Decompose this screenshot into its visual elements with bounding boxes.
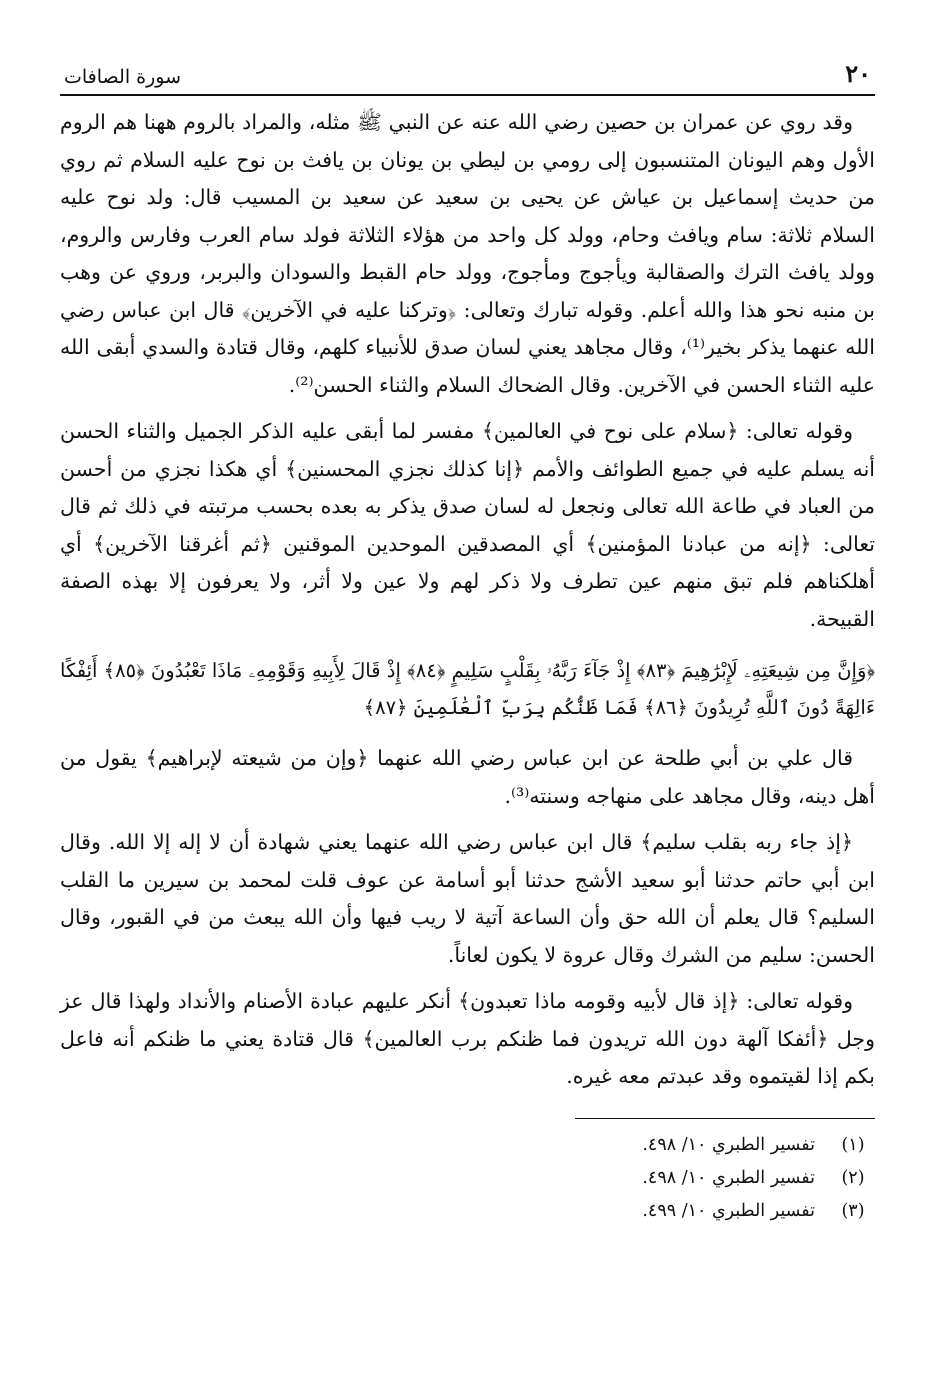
paragraph-4: ﴿إذ جاء ربه بقلب سليم﴾ قال ابن عباس رضي الله عنهما يعني شهادة أن لا إله إلا الله. وقال ابن أبي حاتم حدثنا أبو سعيد الأشج حدثنا أبو أسامة عن عوف قلت لمحمد بن سيرين ما القلب السليم؟ قال يعلم أن الله حق وأن الساعة آتية لا ريب فيها وأن الله يبعث من في القبور، وقال الحسن: سليم من الشرك وقال عروة لا يكون لعاناً.: [60, 830, 875, 967]
quran-verse-block: ﴿وَإِنَّ مِن شِيعَتِهِۦ لَإِبْرَٰهِيمَ ﴿٨٣﴾ إِذْ جَآءَ رَبَّهُۥ بِقَلْبٍ سَلِيمٍ ﴿٨٤﴾ إِذْ قَالَ لِأَبِيهِ وَقَوْمِهِۦ مَاذَا تَعْبُدُونَ ﴿٨٥﴾ أَئِفْكًا ءَالِهَةً دُونَ ٱللَّهِ تُرِيدُونَ ﴿٨٦﴾ فَمَا ظَنُّكُم بِرَبِّ ٱلْعَٰلَمِينَ ﴿٨٧﴾: [60, 659, 875, 719]
body-text: [60, 104, 875, 1096]
footnote-divider: [575, 1118, 875, 1119]
footnote-number: (١): [841, 1134, 865, 1155]
paragraph-3: قال علي بن أبي طلحة عن ابن عباس رضي الله عنهما ﴿وإن من شيعته لإبراهيم﴾ يقول من أهل دينه، وقال مجاهد على منهاجه وسنته⁽³⁾.: [60, 746, 875, 808]
page-header: [60, 58, 875, 96]
footnote-text: تفسير الطبري ١٠/ ٤٩٨.: [642, 1134, 815, 1155]
footnote-item: [60, 1129, 875, 1162]
paragraph-5: وقوله تعالى: ﴿إذ قال لأبيه وقومه ماذا تعبدون﴾ أنكر عليهم عبادة الأصنام والأنداد ولهذا قال عز وجل ﴿أئفكا آلهة دون الله تريدون فما ظنكم برب العالمين﴾ قال قتادة يعني ما ظنكم أنه فاعل بكم إذا لقيتموه وقد عبدتم معه غيره.: [60, 989, 875, 1088]
footnote-text: تفسير الطبري ١٠/ ٤٩٨.: [642, 1167, 815, 1188]
footnote-text: تفسير الطبري ١٠/ ٤٩٩.: [642, 1200, 815, 1221]
paragraph-2: وقوله تعالى: ﴿سلام على نوح في العالمين﴾ مفسر لما أبقى عليه الذكر الجميل والثناء الحسن أنه يسلم عليه في جميع الطوائف والأمم ﴿إنا كذلك نجزي المحسنين﴾ أي هكذا نجزي من أحسن من العباد في طاعة الله تعالى ونجعل له لسان صدق يذكر به بعده بحسب مرتبته في ذلك ثم قال تعالى: ﴿إنه من عبادنا المؤمنين﴾ أي المصدقين الموحدين الموقنين ﴿ثم أغرقنا الآخرين﴾ أي أهلكناهم فلم تبق منهم عين تطرف ولا ذكر لهم ولا عين ولا أثر، ولا يعرفون إلا بهذه الصفة القبيحة.: [60, 419, 875, 631]
page: [60, 58, 875, 1228]
footnote-item: [60, 1195, 875, 1228]
footnote-item: [60, 1162, 875, 1195]
footnote-number: (٣): [841, 1200, 865, 1221]
surah-title: سورة الصافات: [64, 66, 181, 88]
paragraph-1: وقد روي عن عمران بن حصين رضي الله عنه عن النبي ﷺ مثله، والمراد بالروم ههنا هم الروم الأول وهم اليونان المتنسبون إلى رومي بن ليطي بن يونان بن يافث بن نوح عليه السلام ثم روي من حديث إسماعيل بن عياش عن يحيى بن سعيد عن سعيد بن المسيب قال: ولد نوح عليه السلام ثلاثة: سام ويافث وحام، وولد كل واحد من هؤلاء الثلاثة فولد سام العرب وفارس والروم، وولد يافث الترك والصقالبة ويأجوج ومأجوج، وولد حام القبط والسودان والبربر، وروي عن وهب بن منبه نحو هذا والله أعلم. وقوله تبارك وتعالى: ﴿وتركنا عليه في الآخرين﴾ قال ابن عباس رضي الله عنهما يذكر بخير⁽¹⁾، وقال مجاهد يعني لسان صدق للأنبياء كلهم، وقال قتادة والسدي أبقى الله عليه الثناء الحسن في الآخرين. وقال الضحاك السلام والثناء الحسن⁽²⁾.: [60, 110, 875, 397]
footnotes: [60, 1129, 875, 1228]
footnote-number: (٢): [841, 1167, 865, 1188]
page-number: ٢٠: [845, 59, 871, 88]
